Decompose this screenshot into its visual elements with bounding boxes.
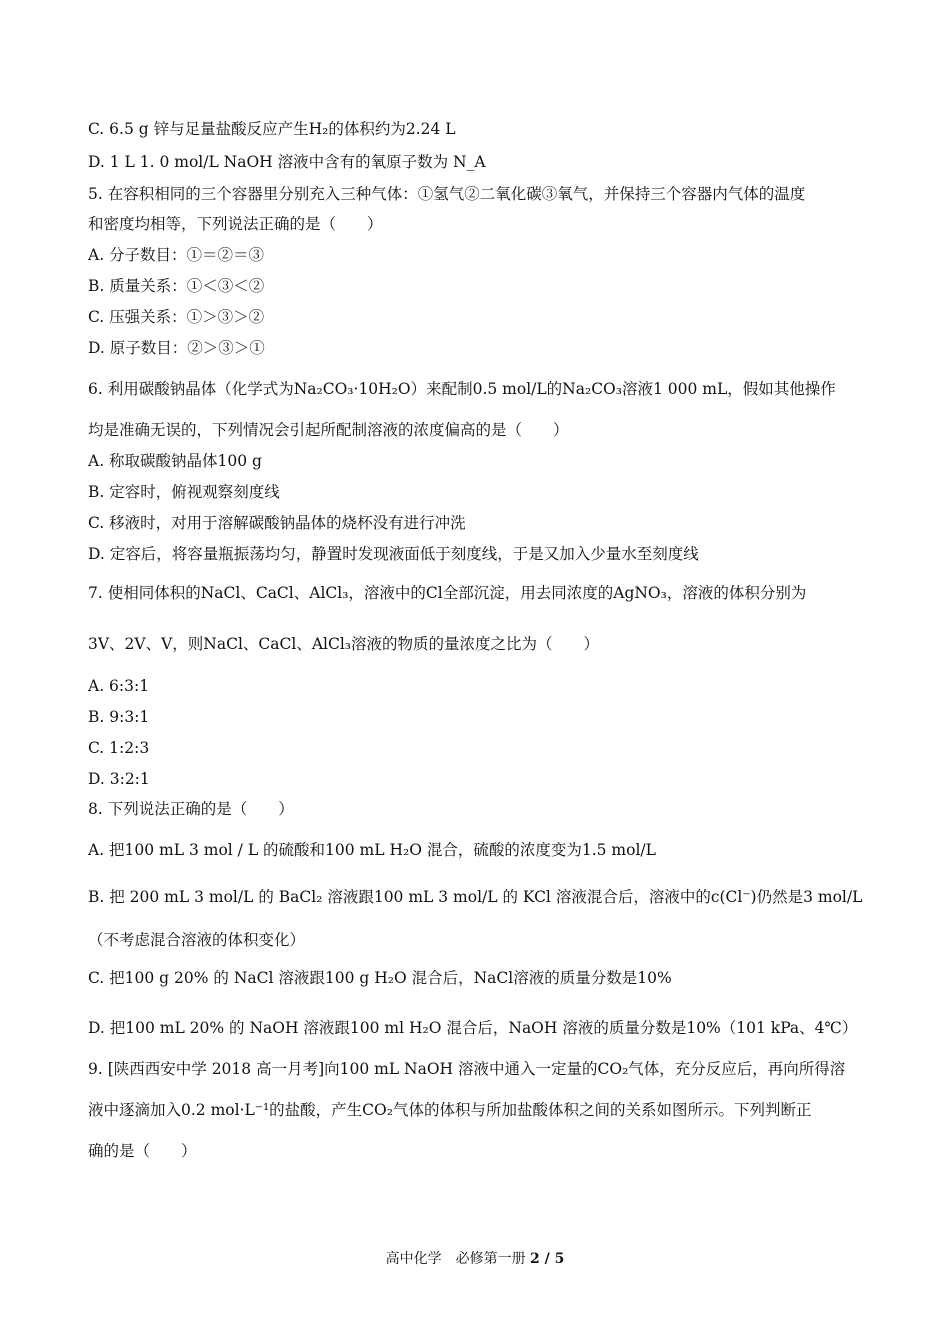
text-line: D. 1 L 1. 0 mol/L NaOH 溶液中含有的氧原子数为 N_A	[88, 153, 486, 171]
text-line: B. 质量关系：①＜③＜②	[88, 277, 265, 295]
text-line: B. 9:3:1	[88, 708, 150, 726]
text-line: 5. 在容积相同的三个容器里分别充入三种气体：①氢气②二氧化碳③氧气，并保持三个容器内气体的温度	[88, 185, 806, 203]
page-number: 2 / 5	[530, 1251, 565, 1267]
text-line: 9. [陕西西安中学 2018 高一月考]向100 mL NaOH 溶液中通入一定量的CO₂气体，充分反应后，再向所得溶	[88, 1060, 846, 1078]
text-line: 7. 使相同体积的NaCl、CaCl、AlCl₃，溶液中的Cl全部沉淀，用去同浓度的AgNO₃，溶液的体积分别为	[88, 584, 807, 602]
text-line: D. 把100 mL 20% 的 NaOH 溶液跟100 ml H₂O 混合后，NaOH 溶液的质量分数是10%（101 kPa、4℃）	[88, 1019, 858, 1037]
page-footer	[0, 1248, 950, 1268]
text-line: C. 把100 g 20% 的 NaCl 溶液跟100 g H₂O 混合后，NaCl溶液的质量分数是10%	[88, 969, 672, 987]
text-line: 3V、2V、V，则NaCl、CaCl、AlCl₃溶液的物质的量浓度之比为（ ）	[88, 635, 600, 653]
text-line: 确的是（ ）	[88, 1142, 197, 1160]
text-line: A. 把100 mL 3 mol / L 的硫酸和100 mL H₂O 混合，硫酸的浓度变为1.5 mol/L	[88, 841, 656, 859]
text-line: 6. 利用碳酸钠晶体（化学式为Na₂CO₃·10H₂O）来配制0.5 mol/L的Na₂CO₃溶液1 000 mL，假如其他操作	[88, 380, 836, 398]
text-line: C. 移液时，对用于溶解碳酸钠晶体的烧杯没有进行冲洗	[88, 514, 466, 532]
text-line: D. 3:2:1	[88, 770, 150, 788]
text-line: （不考虑混合溶液的体积变化）	[88, 931, 306, 949]
text-line: C. 6.5 g 锌与足量盐酸反应产生H₂的体积约为2.24 L	[88, 120, 456, 138]
text-line: C. 压强关系：①＞③＞②	[88, 308, 265, 326]
text-line: 8. 下列说法正确的是（ ）	[88, 800, 294, 818]
text-line: 液中逐滴加入0.2 mol·L⁻¹的盐酸，产生CO₂气体的体积与所加盐酸体积之间的关系如图所示。下列判断正	[88, 1101, 812, 1119]
text-line: B. 把 200 mL 3 mol/L 的 BaCl₂ 溶液跟100 mL 3 mol/L 的 KCl 溶液混合后，溶液中的c(Cl⁻)仍然是3 mol/L	[88, 888, 863, 906]
text-line: 和密度均相等，下列说法正确的是（ ）	[88, 215, 383, 233]
footer-subject: 高中化学 必修第一册	[385, 1251, 526, 1267]
text-line: D. 定容后，将容量瓶振荡均匀，静置时发现液面低于刻度线，于是又加入少量水至刻度线	[88, 545, 699, 563]
text-line: A. 分子数目：①＝②＝③	[88, 246, 265, 264]
text-line: B. 定容时，俯视观察刻度线	[88, 483, 280, 501]
text-line: C. 1:2:3	[88, 739, 150, 757]
text-line: A. 称取碳酸钠晶体100 g	[88, 452, 262, 470]
text-line: D. 原子数目：②＞③＞①	[88, 339, 265, 357]
text-line: A. 6:3:1	[88, 677, 150, 695]
text-line: 均是准确无误的，下列情况会引起所配制溶液的浓度偏高的是（ ）	[88, 421, 569, 439]
